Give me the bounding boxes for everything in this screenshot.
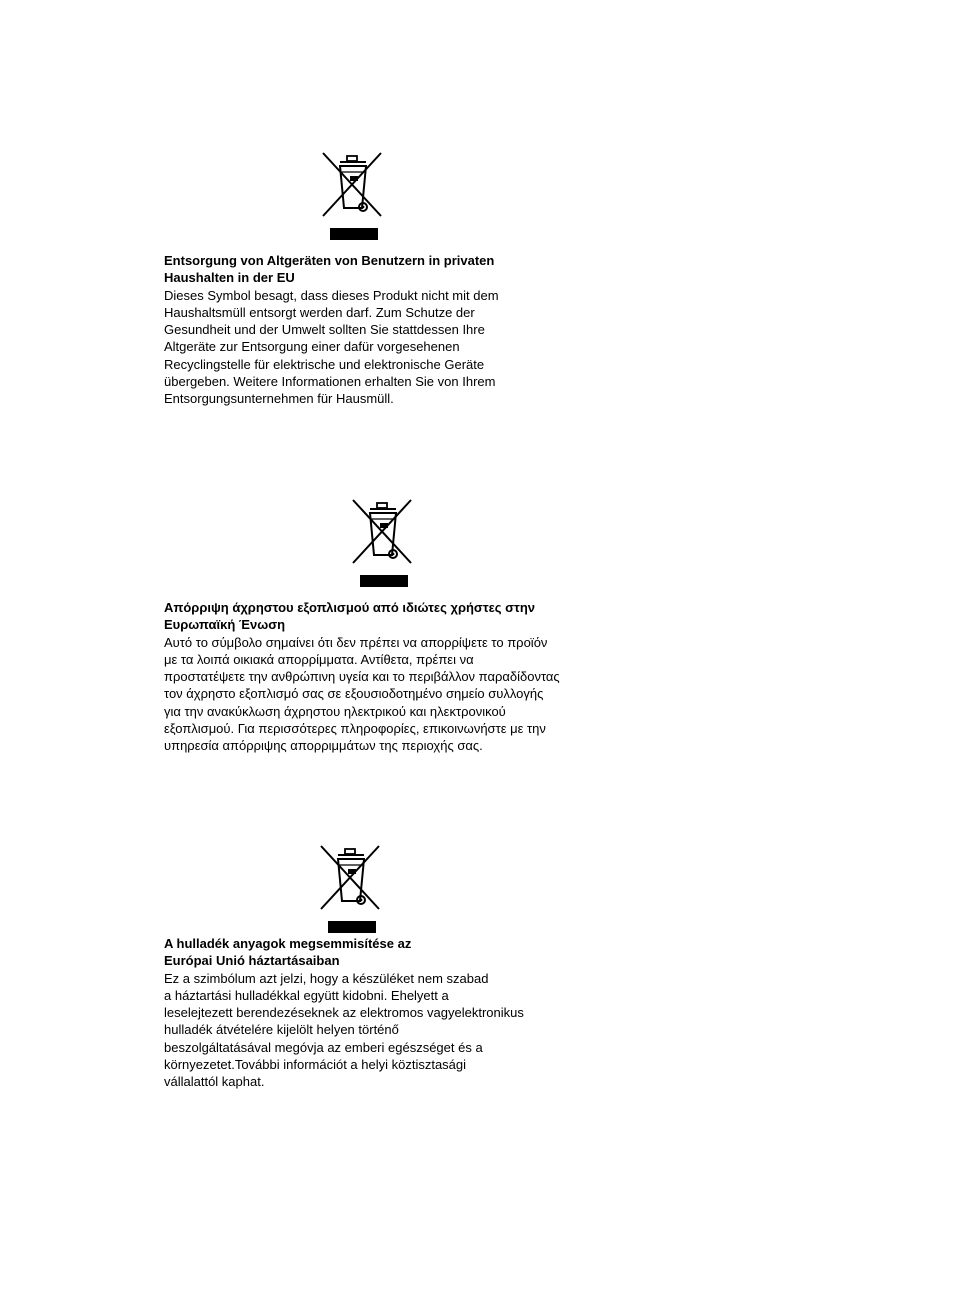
section-heading: Απόρριψη άχρηστου εξοπλισμού από ιδιώτες χρήστες στην Ευρωπαϊκή Ένωση [164,600,536,633]
section-heading: A hulladék anyagok megsemmisítése az Európai Unió háztartásaiban [164,936,412,969]
section-heading: Entsorgung von Altgeräten von Benutzern in privaten Haushalten in der EU [164,253,495,286]
section-body: Αυτό το σύμβολο σημαίνει ότι δεν πρέπει να απορρίψετε το προϊόν με τα λοιπά οικιακά απορρίμματα. Αντίθετα, πρέπει να προστατέψετε την ανθρώπινη υγεία και το περιβάλλον παραδίδοντας τον άχρηστο εξοπλισμό σας σε εξουσιοδοτημένο σημείο συλλογής για την ανακύκλωση άχρηστου ηλεκτρικού και ηλεκτρονικού εξοπλισμού. Για περισσότερες πληροφορίες, επικοινωνήστε με την υπηρεσία απόρριψης απορριμμάτων της περιοχής σας. [164,634,560,754]
section-body: Dieses Symbol besagt, dass dieses Produkt nicht mit dem Haushaltsmüll entsorgt werden darf. Zum Schutze der Gesundheit und der Umwelt sollten Sie stattdessen Ihre Altgeräte zur Entsorgung einer dafür vorgesehenen Recyclingstelle für elektrische und elektronische Geräte übergeben. Weitere Informationen erhalten Sie von Ihrem Entsorgungsunternehmen für Hausmüll. [164,287,499,407]
disposal-section-hungarian [164,935,584,1091]
crossed-out-wheelie-bin-icon [320,150,384,242]
disposal-section-greek [164,599,624,755]
crossed-out-wheelie-bin-icon [350,497,414,589]
section-body: Ez a szimbólum azt jelzi, hogy a készüléket nem szabad a háztartási hulladékkal együtt kidobni. Ehelyett a leselejtezett berendezéseknek az elektromos vagyelektronikus hulladék átvételére kijelölt helyen történő beszolgáltatásával megóvja az emberi egészséget és a környezetet.További információt a helyi köztisztasági vállalattól kaphat. [164,970,524,1090]
crossed-out-wheelie-bin-icon [318,843,382,935]
disposal-section-german [164,252,564,408]
